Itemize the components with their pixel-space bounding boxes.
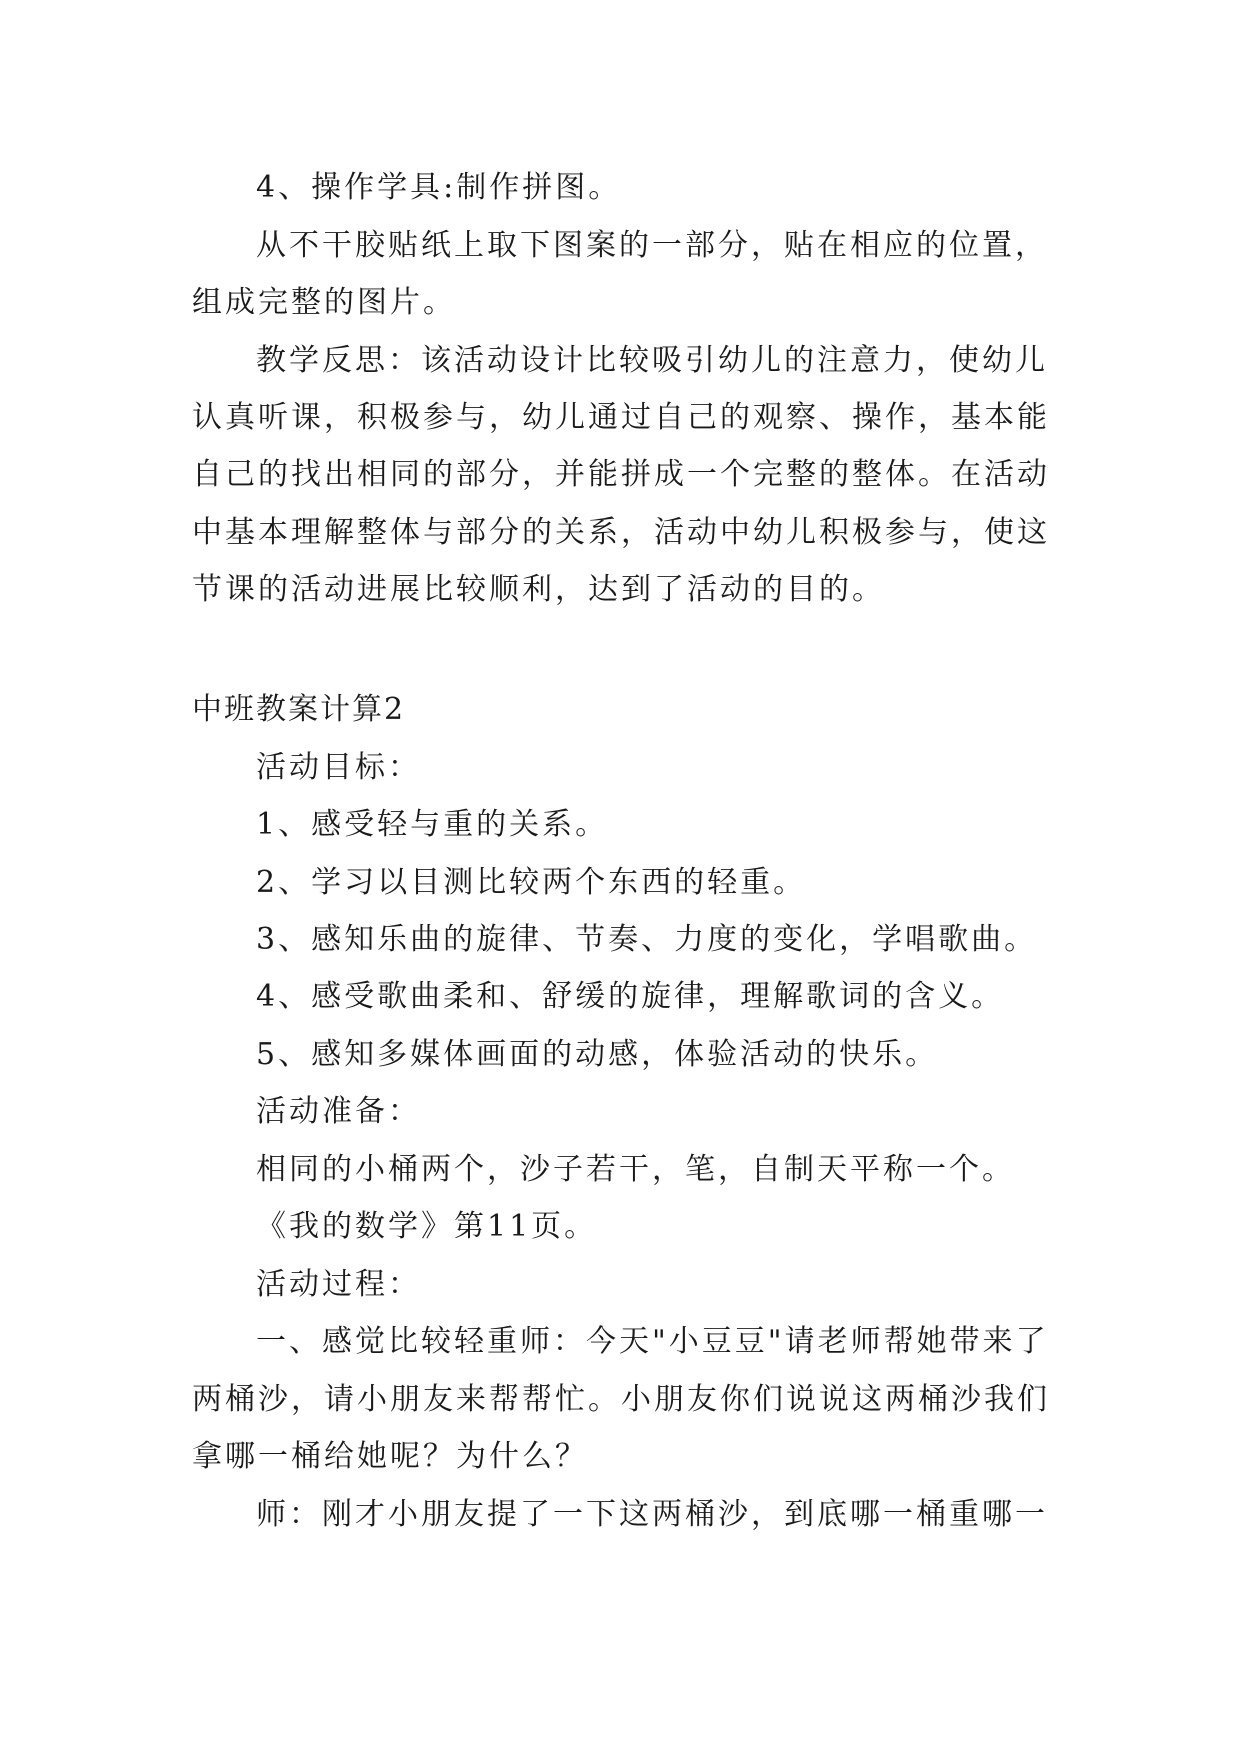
paragraph-line: 两桶沙，请小朋友来帮帮忙。小朋友你们说说这两桶沙我们 [192, 1382, 1050, 1417]
paragraph-line: 3、感知乐曲的旋律、节奏、力度的变化，学唱歌曲。 [256, 922, 1038, 957]
section-heading: 中班教案计算2 [192, 692, 406, 727]
paragraph-line: 教学反思：该活动设计比较吸引幼儿的注意力，使幼儿 [256, 343, 1048, 378]
paragraph-line: 活动目标： [256, 750, 421, 785]
paragraph-line: 相同的小桶两个，沙子若干，笔，自制天平称一个。 [256, 1152, 1015, 1187]
paragraph-line: 活动准备： [256, 1094, 421, 1129]
paragraph-line: 节课的活动进展比较顺利，达到了活动的目的。 [192, 572, 885, 607]
paragraph-line: 中基本理解整体与部分的关系，活动中幼儿积极参与，使这 [192, 515, 1050, 550]
paragraph-line: 4、感受歌曲柔和、舒缓的旋律，理解歌词的含义。 [256, 979, 1005, 1014]
paragraph-line: 从不干胶贴纸上取下图案的一部分，贴在相应的位置， [256, 228, 1048, 263]
paragraph-line: 自己的找出相同的部分，并能拼成一个完整的整体。在活动 [192, 457, 1050, 492]
paragraph-line: 4、操作学具:制作拼图。 [256, 170, 622, 205]
paragraph-line: 活动过程： [256, 1267, 421, 1302]
paragraph-line: 认真听课，积极参与，幼儿通过自己的观察、操作，基本能 [192, 400, 1050, 435]
paragraph-line: 5、感知多媒体画面的动感，体验活动的快乐。 [256, 1037, 939, 1072]
paragraph-line: 组成完整的图片。 [192, 285, 456, 320]
paragraph-line: 拿哪一桶给她呢？为什么？ [192, 1439, 588, 1474]
paragraph-line: 一、感觉比较轻重师：今天"小豆豆"请老师帮她带来了 [256, 1324, 1049, 1359]
paragraph-line: 师：刚才小朋友提了一下这两桶沙，到底哪一桶重哪一 [256, 1497, 1048, 1532]
paragraph-line: 2、学习以目测比较两个东西的轻重。 [256, 865, 807, 900]
paragraph-line: 《我的数学》第11页。 [256, 1209, 598, 1244]
paragraph-line: 1、感受轻与重的关系。 [256, 807, 609, 842]
